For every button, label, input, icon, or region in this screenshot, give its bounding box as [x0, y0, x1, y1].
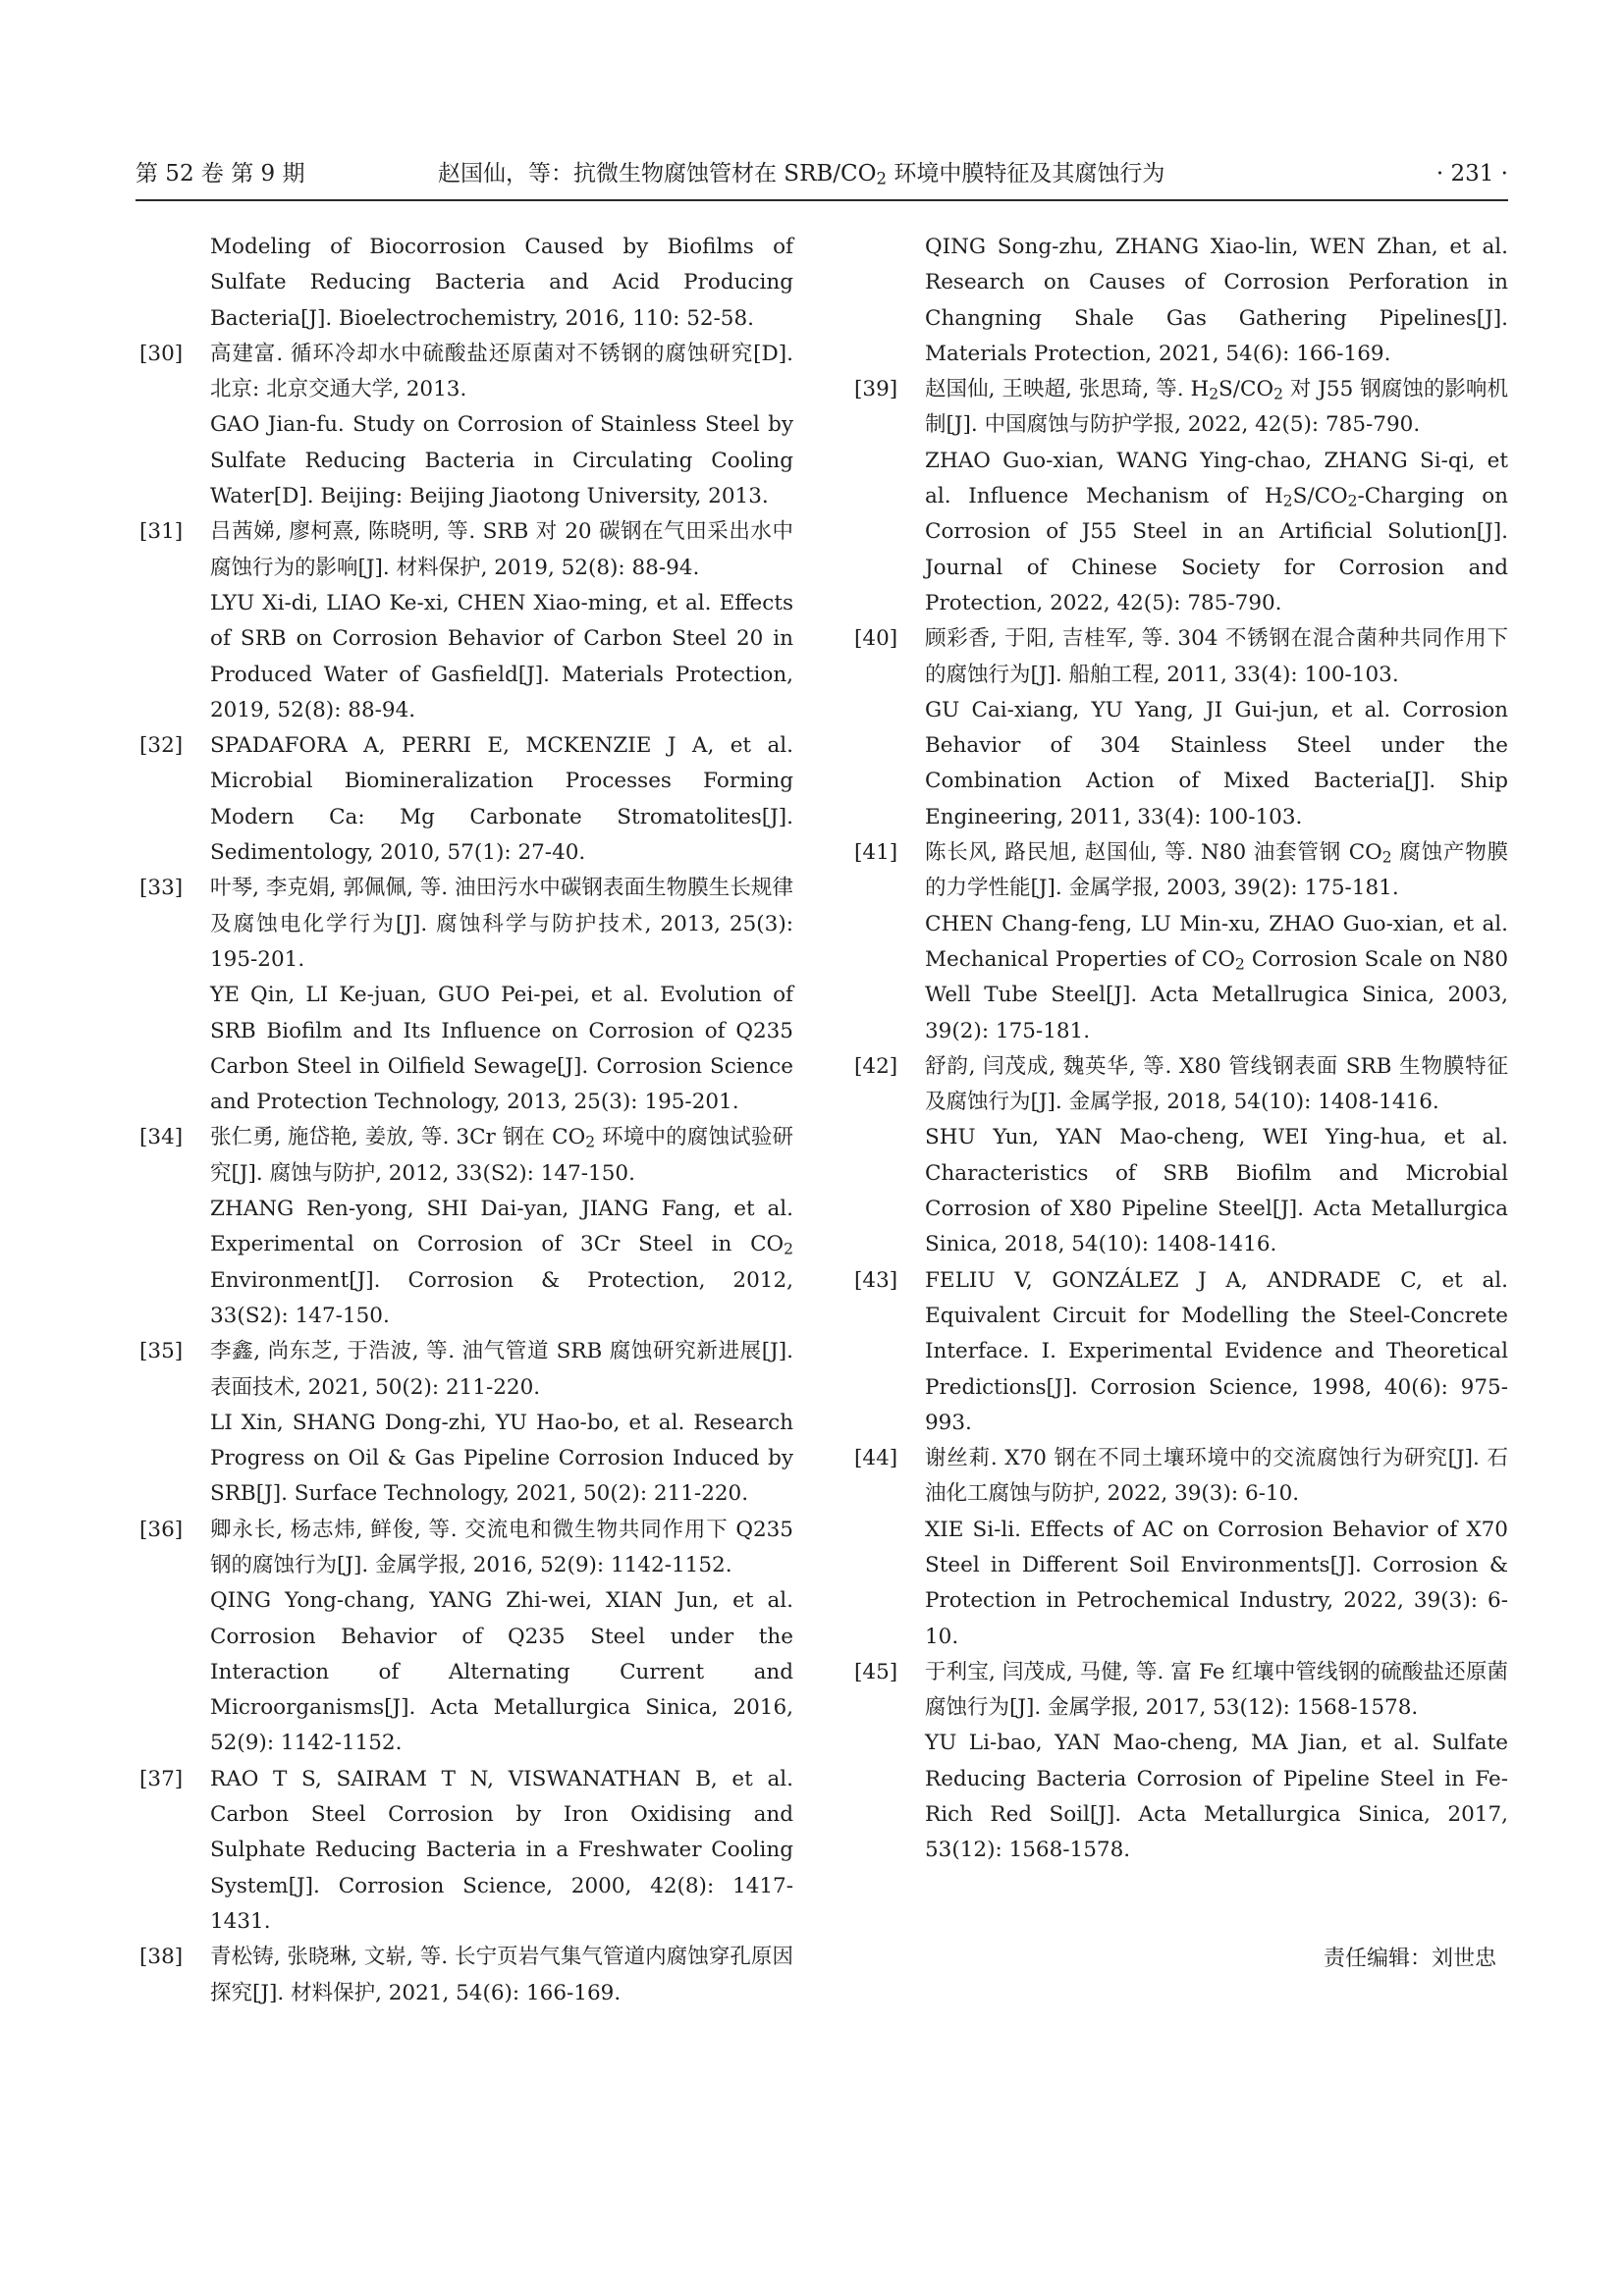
reference-number: [41]: [854, 840, 898, 866]
reference-item: [135, 1120, 793, 1334]
reference-text: YU Li-bao, YAN Mao-cheng, MA Jian, et al. Sulfate Reducing Bacteria Corrosion of Pipeline Steel in Fe-Rich Red Soil[J]. Acta Metallurgica Sinica, 2017, 53(12): 1568-1578.: [925, 1731, 1508, 1863]
subscript: 2: [585, 1133, 596, 1151]
reference-text: GU Cai-xiang, YU Yang, JI Gui-jun, et al. Corrosion Behavior of 304 Stainless Steel under the Combination Action of Mixed Bacteria[J]. Ship Engineering, 2011, 33(4): 100-103.: [925, 697, 1508, 829]
reference-number: [31]: [139, 519, 184, 545]
reference-text: 赵国仙, 王映超, 张思琦, 等. $H_2S/CO_2$ 对 J55 钢腐蚀的影响机制[J]. 中国腐蚀与防护学报, 2022, 42(5): 785-790.: [925, 377, 1508, 438]
reference-text: 舒韵, 闫茂成, 魏英华, 等. X80 管线钢表面 SRB 生物膜特征及腐蚀行为[J]. 金属学报, 2018, 54(10): 1408-1416.: [925, 1053, 1508, 1115]
running-title: [438, 157, 1164, 190]
reference-text: 于利宝, 闫茂成, 马健, 等. 富 Fe 红壤中管线钢的硫酸盐还原菌腐蚀行为[J]. 金属学报, 2017, 53(12): 1568-1578.: [925, 1659, 1508, 1721]
reference-text: FELIU V, GONZÁLEZ J A, ANDRADE C, et al. Equivalent Circuit for Modelling the Steel-Concrete Interface. I. Experimental Evidence and Theoretical Predictions[J]. Corrosion Science, 1998, 40(6): 975-993.: [925, 1267, 1508, 1435]
reference-text: 吕茜娣, 廖柯熹, 陈晓明, 等. SRB 对 20 碳钢在气田采出水中腐蚀行为的影响[J]. 材料保护, 2019, 52(8): 88-94.: [210, 519, 793, 580]
reference-item: [135, 1513, 793, 1762]
subscript: 2: [1347, 492, 1358, 510]
left-column: [135, 230, 793, 2011]
reference-text: ZHANG Ren-yong, SHI Dai-yan, JIANG Fang, et al. Experimental on Corrosion of 3Cr Steel in $CO_2$ Environment[J]. Corrosion & Protection, 2012, 33(S2): 147-150.: [210, 1197, 793, 1328]
subscript: 2: [1234, 955, 1245, 974]
reference-text: CHEN Chang-feng, LU Min-xu, ZHAO Guo-xian, et al. Mechanical Properties of $CO_2$ Corrosion Scale on N80 Well Tube Steel[J]. Acta Metallrugica Sinica, 2003, 39(2): 175-181.: [925, 911, 1508, 1043]
reference-item: [850, 1263, 1508, 1441]
reference-text: XIE Si-li. Effects of AC on Corrosion Behavior of X70 Steel in Different Soil Environments[J]. Corrosion & Protection in Petrochemical Industry, 2022, 39(3): 6-10.: [925, 1517, 1508, 1649]
subscript: 2: [1282, 492, 1293, 510]
reference-text: ZHAO Guo-xian, WANG Ying-chao, ZHANG Si-qi, et al. Influence Mechanism of $H_2S/CO_2$-Charging on Corrosion of J55 Steel in an Artificial Solution[J]. Journal of Chinese Society for Corrosion and Protection, 2022, 42(5): 785-790.: [925, 448, 1508, 615]
subscript: 2: [1381, 848, 1392, 867]
reference-text: 顾彩香, 于阳, 吉桂军, 等. 304 不锈钢在混合菌种共同作用下的腐蚀行为[J]. 船舶工程, 2011, 33(4): 100-103.: [925, 626, 1508, 687]
reference-text: 卿永长, 杨志炜, 鲜俊, 等. 交流电和微生物共同作用下 Q235 钢的腐蚀行为[J]. 金属学报, 2016, 52(9): 1142-1152.: [210, 1517, 793, 1577]
reference-text: Modeling of Biocorrosion Caused by Biofilms of Sulfate Reducing Bacteria and Acid Producing Bacteria[J]. Bioelectrochemistry, 2016, 110: 52-58.: [210, 235, 793, 331]
reference-text: 陈长风, 路民旭, 赵国仙, 等. N80 油套管钢 $CO_2$ 腐蚀产物膜的力学性能[J]. 金属学报, 2003, 39(2): 175-181.: [925, 840, 1509, 901]
reference-number: [36]: [139, 1517, 184, 1542]
subscript: 2: [1209, 385, 1219, 403]
reference-number: [35]: [139, 1339, 184, 1364]
reference-continuation: [135, 230, 793, 337]
running-title-suffix: 环境中膜特征及其腐蚀行为: [887, 161, 1165, 187]
reference-item: [135, 1940, 793, 2011]
reference-number: [40]: [854, 626, 898, 652]
page-number: · 231 ·: [1435, 161, 1508, 187]
reference-item: [135, 871, 793, 1120]
reference-item: [135, 728, 793, 871]
reference-item: [850, 1441, 1508, 1655]
right-column: [850, 230, 1508, 1869]
reference-number: [44]: [854, 1446, 898, 1471]
reference-text: 青松铸, 张晓琳, 文崭, 等. 长宁页岩气集气管道内腐蚀穿孔原因探究[J]. 材料保护, 2021, 54(6): 166-169.: [210, 1945, 793, 2005]
reference-text: LYU Xi-di, LIAO Ke-xi, CHEN Xiao-ming, et al. Effects of SRB on Corrosion Behavior of Carbon Steel 20 in Produced Water of Gasfield[J]. Materials Protection, 2019, 52(8): 88-94.: [210, 590, 793, 722]
reference-item: [135, 1334, 793, 1512]
reference-text: 张仁勇, 施岱艳, 姜放, 等. 3Cr 钢在 $CO_2$ 环境中的腐蚀试验研究[J]. 腐蚀与防护, 2012, 33(S2): 147-150.: [210, 1125, 793, 1186]
responsible-editor: 责任编辑：刘世忠: [1323, 1947, 1496, 1971]
reference-text: QING Song-zhu, ZHANG Xiao-lin, WEN Zhan, et al. Research on Causes of Corrosion Perforation in Changning Shale Gas Gathering Pipelines[J]. Materials Protection, 2021, 54(6): 166-169.: [925, 235, 1508, 366]
reference-item: [850, 372, 1508, 621]
volume-issue: 第 52 卷 第 9 期: [135, 161, 305, 187]
reference-text: 高建富. 循环冷却水中硫酸盐还原菌对不锈钢的腐蚀研究[D]. 北京: 北京交通大学, 2013.: [210, 341, 793, 402]
reference-number: [42]: [854, 1053, 898, 1079]
reference-number: [39]: [854, 377, 898, 402]
reference-text: 谢丝莉. X70 钢在不同土壤环境中的交流腐蚀行为研究[J]. 石油化工腐蚀与防护, 2022, 39(3): 6-10.: [925, 1446, 1508, 1507]
reference-text: SHU Yun, YAN Mao-cheng, WEI Ying-hua, et al. Characteristics of SRB Biofilm and Microbial Corrosion of X80 Pipeline Steel[J]. Acta Metallurgica Sinica, 2018, 54(10): 1408-1416.: [925, 1125, 1508, 1257]
reference-text: RAO T S, SAIRAM T N, VISWANATHAN B, et al. Carbon Steel Corrosion by Iron Oxidising and Sulphate Reducing Bacteria in a Freshwater Cooling System[J]. Corrosion Science, 2000, 42(8): 1417-1431.: [210, 1766, 793, 1934]
reference-number: [38]: [139, 1945, 184, 1970]
reference-text: LI Xin, SHANG Dong-zhi, YU Hao-bo, et al. Research Progress on Oil & Gas Pipeline Corrosion Induced by SRB[J]. Surface Technology, 2021, 50(2): 211-220.: [210, 1410, 793, 1507]
reference-item: [850, 1655, 1508, 1869]
reference-number: [30]: [139, 341, 184, 366]
reference-text: 李鑫, 尚东芝, 于浩波, 等. 油气管道 SRB 腐蚀研究新进展[J]. 表面技术, 2021, 50(2): 211-220.: [210, 1339, 793, 1400]
reference-text: GAO Jian-fu. Study on Corrosion of Stainless Steel by Sulfate Reducing Bacteria in Circulating Cooling Water[D]. Beijing: Beijing Jiaotong University, 2013.: [210, 412, 793, 509]
subscript: 2: [784, 1240, 793, 1258]
subscript: 2: [1273, 385, 1283, 403]
reference-continuation: [850, 230, 1508, 372]
running-title-subscript: 2: [876, 169, 888, 188]
reference-text: QING Yong-chang, YANG Zhi-wei, XIAN Jun, et al. Corrosion Behavior of Q235 Steel under the Interaction of Alternating Current and Microorganisms[J]. Acta Metallurgica Sinica, 2016, 52(9): 1142-1152.: [210, 1588, 793, 1756]
reference-text: YE Qin, LI Ke-juan, GUO Pei-pei, et al. Evolution of SRB Biofilm and Its Influence on Corrosion of Q235 Carbon Steel in Oilfield Sewage[J]. Corrosion Science and Protection Technology, 2013, 25(3): 195-201.: [210, 983, 793, 1115]
reference-number: [32]: [139, 733, 184, 759]
reference-number: [33]: [139, 876, 184, 901]
running-title-prefix: 赵国仙，等：抗微生物腐蚀管材在 SRB/CO: [438, 161, 877, 187]
reference-text: 叶琴, 李克娟, 郭佩佩, 等. 油田污水中碳钢表面生物膜生长规律及腐蚀电化学行为[J]. 腐蚀科学与防护技术, 2013, 25(3): 195-201.: [210, 876, 793, 972]
reference-item: [135, 1762, 793, 1940]
reference-item: [135, 337, 793, 514]
header-rule: [135, 199, 1508, 201]
reference-item: [850, 621, 1508, 835]
reference-item: [850, 835, 1508, 1049]
reference-number: [34]: [139, 1125, 184, 1150]
reference-number: [43]: [854, 1267, 898, 1293]
reference-text: SPADAFORA A, PERRI E, MCKENZIE J A, et al. Microbial Biomineralization Processes Forming Modern Ca: Mg Carbonate Stromatolites[J]. Sedimentology, 2010, 57(1): 27-40.: [210, 733, 793, 866]
running-header: [135, 157, 1508, 190]
reference-number: [37]: [139, 1766, 184, 1791]
reference-item: [135, 514, 793, 728]
reference-number: [45]: [854, 1659, 898, 1684]
reference-item: [850, 1049, 1508, 1263]
